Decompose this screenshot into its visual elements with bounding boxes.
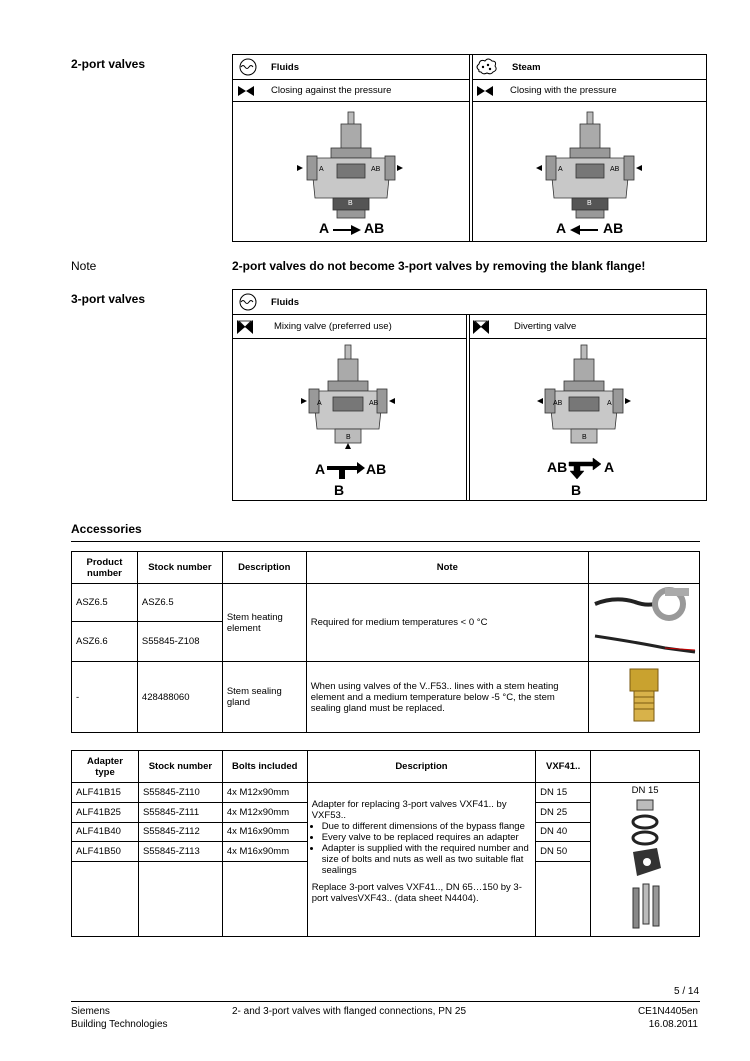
col-bolts: Bolts included (222, 751, 307, 783)
bullet-item: • Adapter is supplied with the required number and size of bolts and nuts as well as two suitable flat sealings (322, 843, 531, 876)
three-port-fluids-header (233, 290, 706, 315)
flow-b-label: B (571, 482, 582, 498)
col-stock-number: Stock number (138, 751, 222, 783)
footer-company-2: Building Technologies (71, 1019, 168, 1030)
col-description: Description (307, 751, 535, 783)
three-port-heading: 3-port valves (71, 292, 146, 306)
port-a-label: A (317, 400, 322, 407)
flow-to-label: AB (603, 220, 624, 236)
fluids-subtitle: Closing against the pressure (271, 85, 392, 96)
port-a-label: A (558, 166, 563, 173)
stock-cell: 428488060 (137, 662, 222, 733)
fluids-valve-drawing (233, 102, 469, 241)
product-cell: ASZ6.6 (72, 622, 138, 662)
flow-ab-label: AB (547, 459, 568, 475)
diverting-valve-drawing (469, 339, 706, 500)
flow-a-label: A (315, 461, 326, 477)
diverting-valve-icon (472, 319, 490, 335)
mixing-label: Mixing valve (preferred use) (274, 321, 392, 332)
fluids-title: Fluids (271, 61, 299, 73)
stock-cell: S55845-Z112 (138, 822, 222, 842)
diverting-flow-arrow-icon (569, 458, 601, 479)
port-b-label: B (348, 200, 353, 207)
port-b-label: B (587, 200, 592, 207)
accessories-divider (71, 541, 700, 542)
two-port-heading: 2-port valves (71, 57, 146, 71)
two-port-table (232, 54, 707, 242)
table-row (72, 584, 700, 622)
note-cell: Required for medium temperatures < 0 °C (306, 584, 588, 662)
col-image (588, 552, 699, 584)
adapter-type-cell: ALF41B25 (72, 802, 139, 822)
flow-b-label: B (334, 482, 345, 498)
adapter-image-cell (591, 783, 700, 937)
port-ab-label: AB (553, 400, 563, 407)
product-cell: - (72, 662, 138, 733)
fluids-title: Fluids (271, 296, 299, 308)
port-a-label: A (607, 400, 612, 407)
flow-ab-label: AB (366, 461, 387, 477)
stem-sealing-gland-image (624, 665, 664, 727)
flow-arrow-right-icon (333, 225, 361, 235)
gland-image-cell (588, 662, 699, 733)
col-product-number: Product number (72, 552, 138, 584)
flow-from-label: A (319, 220, 330, 236)
flow-arrow-left-icon (570, 225, 598, 235)
steam-valve-drawing (472, 102, 706, 241)
mixing-header (233, 315, 466, 339)
port-a-label: A (319, 166, 324, 173)
footer-doc-id: CE1N4405en (637, 1006, 698, 1017)
steam-title: Steam (512, 61, 541, 73)
col-adapter-type: Adapter type (72, 751, 139, 783)
diverting-label: Diverting valve (514, 321, 577, 332)
page-number: 5 / 14 (674, 986, 700, 997)
diverting-header (469, 315, 706, 339)
mixing-flow-arrow-icon (327, 462, 365, 479)
flow-to-label: AB (364, 220, 385, 236)
accessories-heading: Accessories (71, 522, 142, 536)
stock-cell: S55845-Z113 (138, 842, 222, 862)
col-note: Note (306, 552, 588, 584)
adapter-parts-image (615, 796, 675, 931)
stem-heating-element-image (589, 584, 699, 658)
mixing-valve-icon (236, 319, 254, 335)
steam-icon (474, 58, 500, 76)
valve-symbol-icon (476, 85, 494, 97)
dn-cell: DN 40 (536, 822, 591, 842)
description-bullets (312, 821, 531, 876)
stock-cell: S55845-Z108 (137, 622, 222, 662)
port-ab-label: AB (369, 400, 379, 407)
steam-subtitle: Closing with the pressure (510, 85, 617, 96)
flow-from-label: A (556, 220, 567, 236)
flow-a-label: A (604, 459, 615, 475)
fluids-header (233, 55, 469, 80)
bolts-cell: 4x M12x90mm (222, 802, 307, 822)
stock-cell: ASZ6.5 (137, 584, 222, 622)
dn-cell: DN 25 (536, 802, 591, 822)
port-ab-label: AB (610, 166, 620, 173)
product-cell: ASZ6.5 (72, 584, 138, 622)
port-ab-label: AB (371, 166, 381, 173)
col-description: Description (222, 552, 306, 584)
description-intro: Adapter for replacing 3-port valves VXF41.. by VXF53.. (311, 799, 507, 821)
description-outro: Replace 3-port valves VXF41.., DN 65…150 by 3-port valvesVXF43.. (data sheet N4404). (311, 882, 522, 904)
fluids-icon (237, 293, 259, 311)
bolts-cell: 4x M16x90mm (222, 822, 307, 842)
heating-element-image (588, 584, 699, 662)
note-text: 2-port valves do not become 3-port valves by removing the blank flange! (232, 259, 646, 273)
dn-cell: DN 15 (536, 783, 591, 803)
col-image (591, 751, 700, 783)
fluids-subheader (233, 80, 469, 102)
bolts-cell: 4x M12x90mm (222, 783, 307, 803)
description-cell: Stem sealing gland (222, 662, 306, 733)
valve-symbol-icon (237, 85, 255, 97)
adapter-type-cell: ALF41B40 (72, 822, 139, 842)
steam-subheader (472, 80, 706, 102)
stock-cell: S55845-Z110 (138, 783, 222, 803)
accessories-table (71, 551, 700, 733)
adapter-description-cell (307, 783, 535, 937)
footer-title: 2- and 3-port valves with flanged connections, PN 25 (232, 1006, 467, 1017)
col-stock-number: Stock number (137, 552, 222, 584)
bullet-item: • Every valve to be replaced requires an adapter (322, 832, 531, 843)
bullet-item: • Due to different dimensions of the bypass flange (322, 821, 531, 832)
mixing-valve-drawing (233, 339, 466, 500)
footer-divider (71, 1001, 700, 1002)
adapter-type-cell: ALF41B15 (72, 783, 139, 803)
adapter-type-cell: ALF41B50 (72, 842, 139, 862)
stock-cell: S55845-Z111 (138, 802, 222, 822)
note-label: Note (71, 259, 97, 273)
fluids-icon (237, 58, 259, 76)
table-row (72, 783, 700, 803)
bolts-cell: 4x M16x90mm (222, 842, 307, 862)
steam-header (472, 55, 706, 80)
col-vxf41: VXF41.. (536, 751, 591, 783)
footer-date: 16.08.2011 (648, 1019, 698, 1030)
adapter-image-label: DN 15 (631, 785, 659, 796)
three-port-table (232, 289, 707, 501)
port-b-label: B (346, 434, 351, 441)
dn-cell: DN 50 (536, 842, 591, 862)
note-cell: When using valves of the V..F53.. lines with a stem heating element and a medium temperature below -5 °C, the stem sealing gland must be replaced. (306, 662, 588, 733)
adapter-table (71, 750, 700, 937)
table-row (72, 662, 700, 733)
description-cell: Stem heating element (222, 584, 306, 662)
port-b-label: B (582, 434, 587, 441)
footer-company-1: Siemens (71, 1006, 110, 1017)
